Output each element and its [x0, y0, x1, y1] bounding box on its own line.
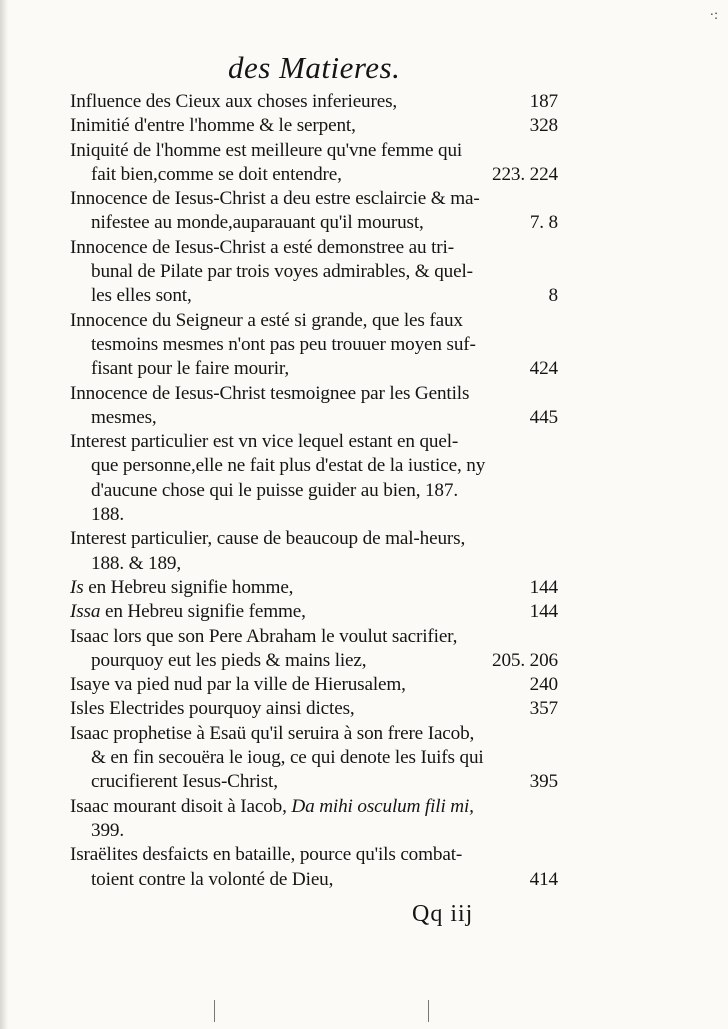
page-reference: 357 [529, 698, 558, 720]
entry-line-text: pourquoy eut les pieds & mains liez, [91, 649, 367, 671]
entry-line [70, 819, 558, 843]
index-entry [70, 309, 558, 382]
index-entry [70, 236, 558, 309]
entry-text [70, 795, 558, 819]
entry-latin-quote: Da mihi osculum fili mi, [286, 795, 474, 817]
index-entry [70, 430, 558, 527]
page-reference: 395 [529, 771, 558, 793]
entry-text [70, 139, 558, 163]
entry-line-text: que personne,elle ne fait plus d'estat de la iustice, ny [91, 455, 486, 477]
entry-line [70, 187, 558, 211]
entry-line [70, 868, 558, 892]
index-entry [70, 139, 558, 188]
index-entry [70, 90, 558, 114]
entry-line [70, 722, 558, 746]
entry-line-text: Isaac lors que son Pere Abraham le voulut sacrifier, [70, 625, 458, 647]
entry-line-text: crucifierent Iesus-Christ, [91, 771, 278, 793]
entry-line-text: Innocence de Iesus-Christ tesmoignee par les Gentils [70, 382, 470, 404]
entry-text [91, 260, 558, 284]
entry-text [70, 187, 558, 211]
entry-line [70, 284, 558, 308]
entry-line-text: Innocence du Seigneur a esté si grande, que les faux [70, 309, 463, 331]
bottom-tick-mark [214, 1000, 215, 1022]
entry-line [70, 552, 558, 576]
entry-line [70, 697, 558, 721]
page-reference: 240 [529, 674, 558, 696]
entry-line [70, 357, 558, 381]
entry-line [70, 600, 558, 624]
running-head: des Matieres. [228, 50, 401, 85]
entry-text [70, 430, 558, 454]
entry-line [70, 236, 558, 260]
index-body [70, 90, 558, 892]
page-reference: 328 [529, 115, 558, 137]
entry-line-text: 188. [91, 504, 124, 526]
entry-line [70, 673, 558, 697]
entry-line-text: fisant pour le faire mourir, [91, 358, 290, 380]
entry-text [70, 114, 522, 138]
entry-line-text: Influence des Cieux aux choses inferieures, [70, 91, 398, 112]
entry-line [70, 382, 558, 406]
entry-text [70, 697, 522, 721]
entry-line [70, 625, 558, 649]
page-reference: 399. [91, 819, 124, 841]
entry-text [91, 406, 522, 430]
entry-line [70, 260, 558, 284]
entry-text [91, 357, 522, 381]
index-entry [70, 697, 558, 721]
entry-line-text: toient contre la volonté de Dieu, [91, 868, 334, 890]
entry-line [70, 576, 558, 600]
entry-line-text: 188. & 189, [91, 552, 182, 574]
entry-text [70, 527, 558, 551]
entry-line [70, 430, 558, 454]
entry-line-text: Isaye va pied nud par la ville de Hierusalem, [70, 674, 406, 696]
entry-text [91, 503, 558, 527]
entry-line-text: Isles Electrides pourquoy ainsi dictes, [70, 698, 355, 720]
entry-text [91, 552, 558, 576]
page-reference: 205. 206 [492, 649, 558, 671]
index-entry [70, 527, 558, 576]
page-reference: 7. 8 [529, 212, 558, 234]
entry-text [70, 236, 558, 260]
entry-line [70, 649, 558, 673]
entry-line [70, 479, 558, 503]
index-entry [70, 722, 558, 795]
entry-text [91, 163, 484, 187]
page-reference: 144 [529, 576, 558, 598]
entry-line-text: Iniquité de l'homme est meilleure qu'vne femme qui [70, 139, 463, 161]
entry-line [70, 211, 558, 235]
page-reference: 414 [529, 868, 558, 890]
page-reference: 144 [529, 601, 558, 623]
entry-line [70, 746, 558, 770]
entry-text [70, 576, 522, 600]
entry-line-text: mesmes, [91, 406, 157, 428]
entry-line-text: Innocence de Iesus-Christ a esté demonstree au tri- [70, 236, 454, 258]
entry-text [70, 309, 558, 333]
entry-line [70, 114, 558, 138]
entry-line-text: nifestee au monde,auparauant qu'il mourust, [91, 212, 424, 234]
signature-mark: Qq iij [412, 901, 474, 927]
index-entry [70, 673, 558, 697]
entry-text [70, 625, 558, 649]
entry-line [70, 527, 558, 551]
entry-line [70, 503, 558, 527]
entry-text [70, 722, 558, 746]
entry-line-text: en Hebreu signifie femme, [100, 601, 306, 623]
index-entry [70, 843, 558, 892]
index-entry [70, 600, 558, 624]
entry-text [91, 649, 484, 673]
gutter-shadow [0, 0, 8, 1029]
entry-line-text: tesmoins mesmes n'ont pas peu trouuer moyen suf- [91, 333, 476, 355]
index-entry [70, 114, 558, 138]
entry-text [91, 284, 541, 308]
entry-line-text: & en fin secouëra le ioug, ce qui denote les Iuifs qui [91, 747, 484, 769]
entry-text [91, 746, 558, 770]
entry-line-text: Isaac mourant disoit à Iacob, [70, 795, 287, 817]
entry-line [70, 163, 558, 187]
entry-line-text: Interest particulier est vn vice lequel estant en quel- [70, 431, 459, 453]
entry-line [70, 333, 558, 357]
index-entry [70, 187, 558, 236]
entry-lead-word: Issa [70, 601, 101, 623]
entry-text [91, 211, 522, 235]
entry-line-text: Israëlites desfaicts en bataille, pource qu'ils combat- [70, 844, 463, 866]
entry-text [91, 868, 522, 892]
entry-text [91, 770, 522, 794]
page-reference: 424 [529, 358, 558, 380]
entry-line-text: d'aucune chose qui le puisse guider au bien, 187. [91, 479, 458, 501]
entry-line [70, 406, 558, 430]
entry-line-text: Isaac prophetise à Esaü qu'il seruira à son frere Iacob, [70, 722, 475, 744]
entry-line [70, 843, 558, 867]
corner-mark: ·: [709, 8, 718, 23]
entry-line [70, 454, 558, 478]
entry-line [70, 795, 558, 819]
entry-line-text: Inimitié d'entre l'homme & le serpent, [70, 115, 356, 137]
entry-line-text: Interest particulier, cause de beaucoup de mal-heurs, [70, 528, 466, 550]
entry-lead-word: Is [70, 576, 84, 598]
entry-line [70, 139, 558, 163]
bottom-tick-mark [428, 1000, 429, 1022]
index-entry [70, 795, 558, 844]
entry-line-text: Innocence de Iesus-Christ a deu estre esclaircie & ma- [70, 188, 480, 210]
entry-text [91, 454, 558, 478]
entry-text [91, 479, 558, 503]
index-entry [70, 382, 558, 431]
entry-text [91, 333, 558, 357]
entry-line-text: fait bien,comme se doit entendre, [91, 163, 342, 185]
page-reference: 187 [529, 91, 558, 112]
entry-text [70, 600, 522, 624]
index-entry [70, 625, 558, 674]
entry-line-text: les elles sont, [91, 285, 192, 307]
entry-text [70, 843, 558, 867]
entry-text [70, 673, 522, 697]
entry-text [70, 90, 522, 114]
entry-line [70, 770, 558, 794]
entry-line [70, 309, 558, 333]
entry-line-text: bunal de Pilate par trois voyes admirables, & quel- [91, 261, 473, 283]
index-entry [70, 576, 558, 600]
page-reference: 223. 224 [492, 163, 558, 185]
entry-text [70, 382, 558, 406]
page-reference: 445 [529, 406, 558, 428]
entry-line [70, 90, 558, 114]
page-reference: 8 [548, 285, 558, 307]
entry-line-text: en Hebreu signifie homme, [83, 576, 294, 598]
